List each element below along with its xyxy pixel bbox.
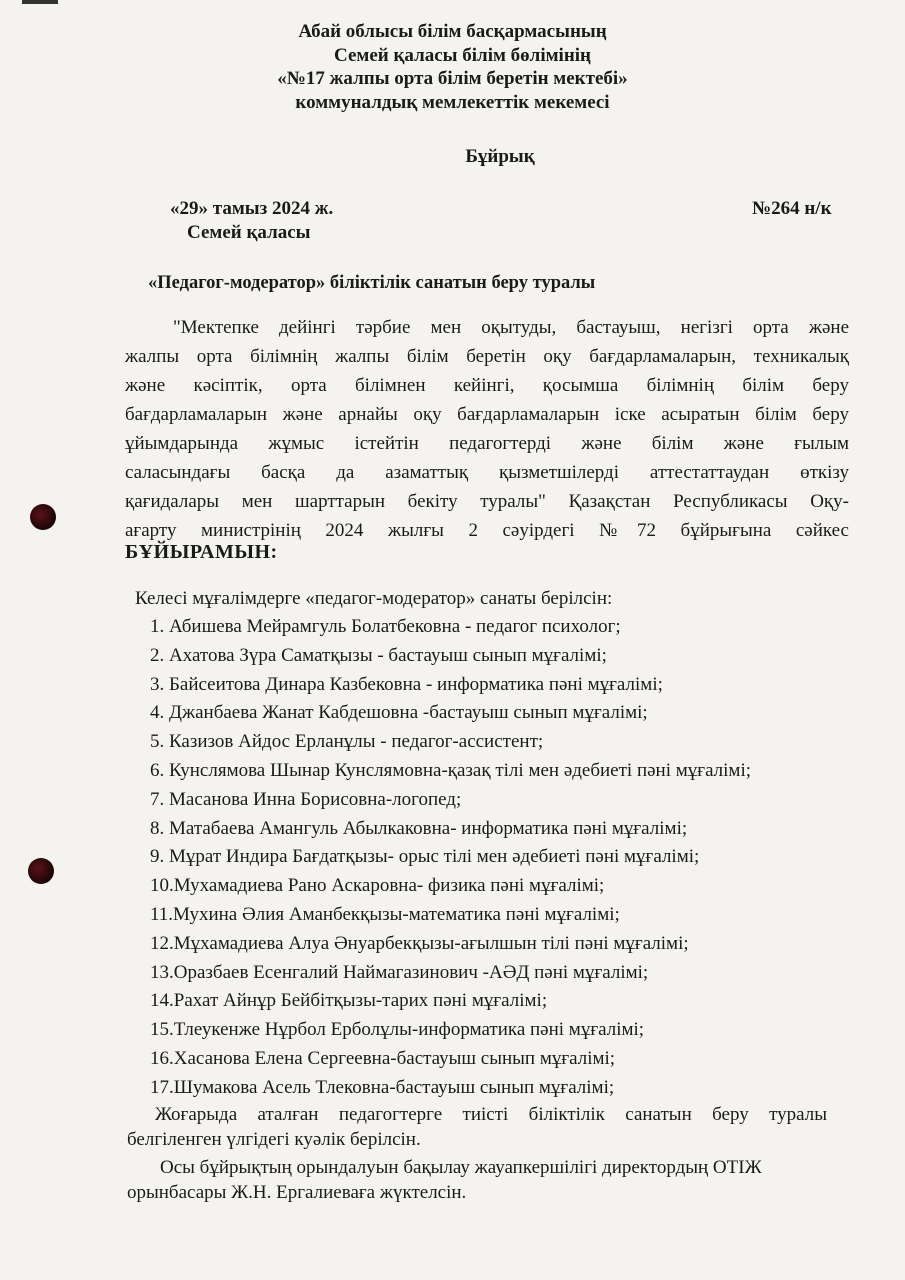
punch-hole-icon: [30, 504, 56, 530]
order-date: «29» тамыз 2024 ж.: [170, 198, 334, 219]
header-line: Абай облысы білім басқармасының: [298, 21, 607, 42]
list-item: 11.Мухина Әлия Аманбекқызы-математика пәні мұғалімі;: [150, 903, 620, 925]
list-item: 12.Мұхамадиева Алуа Әнуарбекқызы-ағылшын тілі пәні мұғалімі;: [150, 932, 689, 954]
paragraph-line: орынбасары Ж.Н. Ергалиеваға жүктелсін.: [127, 1182, 467, 1203]
list-item: 1. Абишева Мейрамгуль Болатбековна - педагог психолог;: [150, 616, 621, 637]
control-paragraph: [127, 1155, 832, 1205]
punch-hole-icon: [28, 858, 54, 884]
order-number: №264 н/к: [752, 198, 832, 219]
list-item: 13.Оразбаев Есенгалий Наймагазинович -АӘД пәні мұғалімі;: [150, 961, 649, 983]
preamble-line: саласындағы басқа да азаматтық қызметшілерді аттестаттаудан өткізу: [125, 462, 849, 483]
paragraph-line: Жоғарыда аталған педагогтерге тиісті біліктілік санатын беру туралы: [155, 1104, 827, 1125]
preamble-line: жалпы орта білімнің жалпы білім беретін оқу бағдарламаларын, техникалық: [125, 346, 849, 367]
header-line: Семей қаласы білім бөлімінің: [334, 44, 591, 66]
header-line: коммуналдық мемлекеттік мекемесі: [295, 91, 610, 113]
list-item: 2. Ахатова Зүра Саматқызы - бастауыш сынып мұғалімі;: [150, 644, 607, 666]
paragraph-line: белгіленген үлгідегі куәлік берілсін.: [127, 1129, 421, 1150]
order-word: БҰЙЫРАМЫН:: [125, 541, 278, 563]
header-line: «№17 жалпы орта білім беретін мектебі»: [277, 68, 628, 89]
organization-header: [0, 20, 905, 114]
certificate-paragraph: [127, 1102, 827, 1152]
list-item: 8. Матабаева Амангуль Абылкаковна- информатика пәні мұғалімі;: [150, 817, 688, 839]
paragraph-line: Осы бұйрықтың орындалуын бақылау жауапкершілігі директордың ОТІЖ: [160, 1157, 762, 1178]
preamble-line: ағарту министрінің 2024 жылғы 2 сәуірдегі №72 бұйрығына сәйкес: [125, 520, 849, 541]
preamble-line: бағдарламаларын және арнайы оқу бағдарламаларын іске асыратын білім беру: [125, 404, 849, 425]
preamble-line: "Мектепке дейінгі тәрбие мен оқытуды, бастауыш, негізгі орта және: [173, 317, 849, 338]
list-item: 6. Кунслямова Шынар Кунслямовна-қазақ тілі мен әдебиеті пәні мұғалімі;: [150, 759, 752, 781]
order-city: Семей қаласы: [187, 222, 311, 243]
list-item: 5. Казизов Айдос Ерланұлы - педагог-ассистент;: [150, 731, 544, 753]
list-item: 3. Байсеитова Динара Казбековна - информатика пәні мұғалімі;: [150, 673, 663, 695]
list-item: 16.Хасанова Елена Сергеевна-бастауыш сынып мұғалімі;: [150, 1047, 616, 1069]
order-subject: «Педагог-модератор» біліктілік санатын беру туралы: [148, 273, 596, 293]
list-item: 14.Рахат Айнұр Бейбітқызы-тарих пәні мұғалімі;: [150, 990, 548, 1012]
preamble-line: қағидалары мен шарттарын бекіту туралы" Қазақстан Республикасы Оқу-: [125, 491, 849, 512]
list-item: 9. Мұрат Индира Бағдатқызы- орыс тілі мен әдебиеті пәні мұғалімі;: [150, 846, 700, 868]
preamble-paragraph: [125, 313, 849, 545]
teacher-list: [150, 613, 751, 1103]
list-item: 4. Джанбаева Жанат Кабдешовна -бастауыш сынып мұғалімі;: [150, 702, 648, 724]
list-item: 10.Мухамадиева Рано Аскаровна- физика пәні мұғалімі;: [150, 875, 605, 897]
preamble-line: ұйымдарында жұмыс істейтін педагогтерді және білім және ғылым: [125, 433, 849, 454]
document-title: Бұйрық: [465, 146, 535, 167]
scan-edge-mark: [22, 0, 58, 4]
preamble-line: және кәсіптік, орта білімнен кейінгі, қосымша білімнің білім беру: [125, 375, 849, 396]
list-item: 7. Масанова Инна Борисовна-логопед;: [150, 788, 462, 810]
list-item: 17.Шумакова Асель Тлековна-бастауыш сынып мұғалімі;: [150, 1076, 615, 1098]
list-intro: Келесі мұғалімдерге «педагог-модератор» санаты берілсін:: [135, 588, 613, 609]
list-item: 15.Тлеукенже Нұрбол Ерболұлы-информатика пәні мұғалімі;: [150, 1019, 645, 1041]
